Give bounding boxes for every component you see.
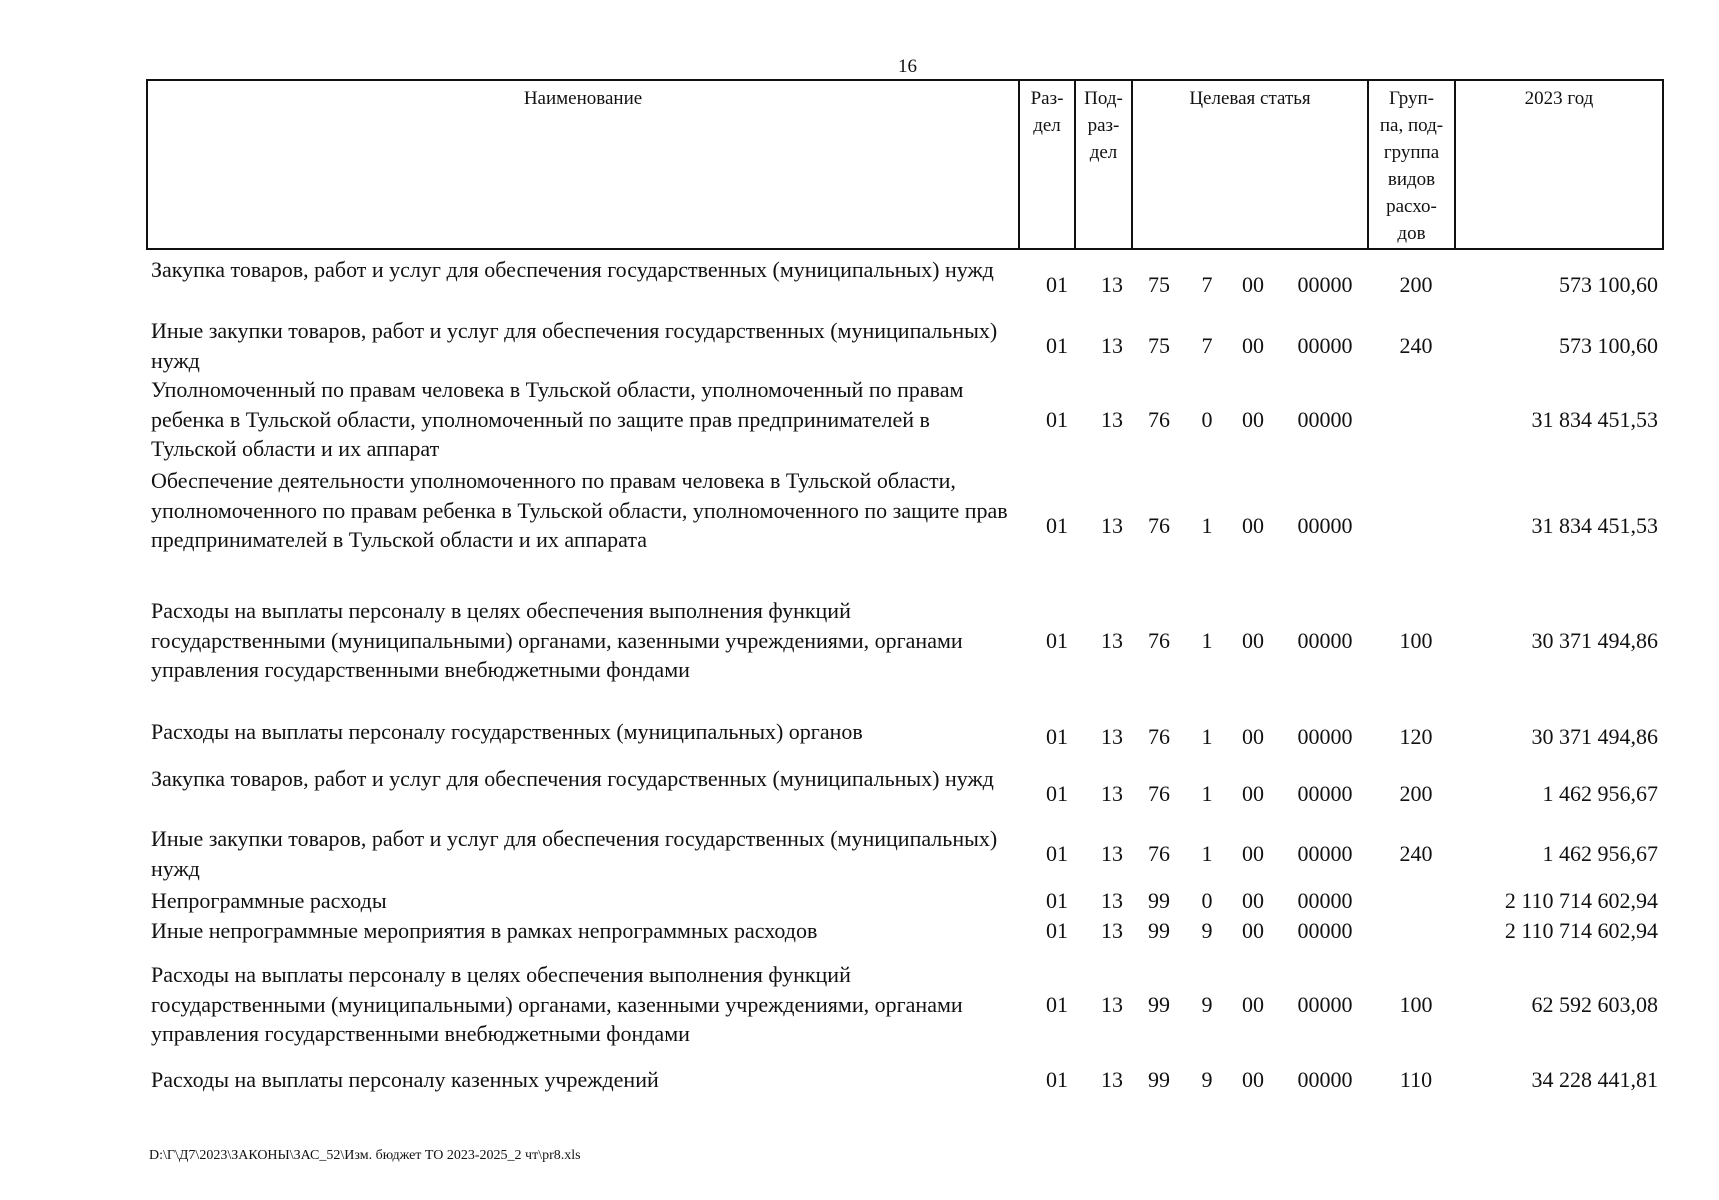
row-t4: 00000 [1297, 841, 1353, 866]
row-t1: 75 [1148, 333, 1170, 358]
header-podrazdel: Под- раз- дел [1076, 81, 1133, 248]
row-podrazdel: 13 [1101, 513, 1123, 538]
row-podrazdel: 13 [1101, 628, 1123, 653]
row-podrazdel: 13 [1101, 888, 1123, 913]
row-t2: 7 [1201, 333, 1213, 358]
row-t3: 00 [1242, 1067, 1264, 1092]
table-row [0, 886, 1719, 916]
row-amount: 1 462 956,67 [1542, 841, 1658, 866]
table-row [0, 466, 1719, 586]
row-podrazdel: 13 [1101, 407, 1123, 432]
table-row [0, 916, 1719, 946]
table-header [146, 79, 1664, 250]
row-t1: 76 [1148, 513, 1170, 538]
row-t4: 00000 [1297, 628, 1353, 653]
row-t1: 76 [1148, 841, 1170, 866]
row-podrazdel: 13 [1101, 724, 1123, 749]
row-name: Иные непрограммные мероприятия в рамках непрограммных расходов [151, 918, 818, 943]
row-group: 200 [1399, 272, 1433, 297]
row-name: Расходы на выплаты персоналу государственных (муниципальных) органов [151, 719, 863, 744]
row-t1: 76 [1148, 781, 1170, 806]
row-t4: 00000 [1297, 724, 1353, 749]
row-group: 240 [1399, 841, 1433, 866]
table-row [0, 596, 1719, 686]
row-amount: 31 834 451,53 [1531, 513, 1658, 538]
row-t3: 00 [1242, 888, 1264, 913]
header-target: Целевая статья [1133, 81, 1369, 248]
row-amount: 31 834 451,53 [1531, 407, 1658, 432]
row-t3: 00 [1242, 918, 1264, 943]
row-amount: 573 100,60 [1559, 272, 1658, 297]
table-row [0, 1065, 1719, 1095]
row-podrazdel: 13 [1101, 272, 1123, 297]
row-razdel: 01 [1046, 841, 1068, 866]
table-row [0, 960, 1719, 1050]
header-name: Наименование [148, 81, 1020, 248]
row-t2: 1 [1201, 781, 1213, 806]
row-t4: 00000 [1297, 1067, 1353, 1092]
row-t1: 99 [1148, 992, 1170, 1017]
row-t3: 00 [1242, 628, 1264, 653]
row-amount: 30 371 494,86 [1531, 724, 1658, 749]
row-t1: 99 [1148, 1067, 1170, 1092]
row-t3: 00 [1242, 333, 1264, 358]
row-name: Расходы на выплаты персоналу в целях обеспечения выполнения функций государственными (муниципальными) органами, казенными учреждениями, органами управления государственными внебюджетными фондами [151, 598, 963, 682]
row-razdel: 01 [1046, 781, 1068, 806]
row-t3: 00 [1242, 724, 1264, 749]
row-razdel: 01 [1046, 272, 1068, 297]
row-name: Непрограммные расходы [151, 888, 387, 913]
row-t4: 00000 [1297, 272, 1353, 297]
row-podrazdel: 13 [1101, 333, 1123, 358]
row-group: 110 [1399, 1067, 1433, 1092]
row-t4: 00000 [1297, 781, 1353, 806]
row-group: 100 [1399, 992, 1433, 1017]
row-t2: 7 [1201, 272, 1213, 297]
row-razdel: 01 [1046, 918, 1068, 943]
row-amount: 573 100,60 [1559, 333, 1658, 358]
row-t4: 00000 [1297, 888, 1353, 913]
row-t2: 9 [1201, 1067, 1213, 1092]
row-t2: 0 [1201, 888, 1213, 913]
table-row [0, 717, 1719, 757]
row-podrazdel: 13 [1101, 841, 1123, 866]
row-t1: 76 [1148, 407, 1170, 432]
table-row [0, 764, 1719, 824]
row-podrazdel: 13 [1101, 1067, 1123, 1092]
row-amount: 30 371 494,86 [1531, 628, 1658, 653]
row-amount: 1 462 956,67 [1542, 781, 1658, 806]
header-razdel: Раз- дел [1020, 81, 1076, 248]
row-amount: 2 110 714 602,94 [1504, 888, 1658, 913]
row-razdel: 01 [1046, 724, 1068, 749]
row-group: 240 [1399, 333, 1433, 358]
row-t4: 00000 [1297, 513, 1353, 538]
row-podrazdel: 13 [1101, 992, 1123, 1017]
row-name: Расходы на выплаты персоналу в целях обеспечения выполнения функций государственными (муниципальными) органами, казенными учреждениями, органами управления государственными внебюджетными фондами [151, 962, 963, 1046]
row-razdel: 01 [1046, 407, 1068, 432]
page-number: 16 [898, 56, 917, 77]
header-year: 2023 год [1524, 88, 1594, 109]
row-t3: 00 [1242, 781, 1264, 806]
row-amount: 2 110 714 602,94 [1504, 918, 1658, 943]
row-t2: 1 [1201, 628, 1213, 653]
row-t3: 00 [1242, 272, 1264, 297]
row-podrazdel: 13 [1101, 918, 1123, 943]
row-name: Закупка товаров, работ и услуг для обеспечения государственных (муниципальных) нужд [151, 257, 994, 282]
row-t2: 1 [1201, 513, 1213, 538]
header-group: Груп- па, под- группа видов расхо- дов [1369, 81, 1456, 248]
row-t2: 0 [1201, 407, 1213, 432]
table-row [0, 375, 1719, 465]
row-name: Иные закупки товаров, работ и услуг для обеспечения государственных (муниципальных) нужд [151, 318, 998, 373]
row-name: Иные закупки товаров, работ и услуг для обеспечения государственных (муниципальных) нужд [151, 826, 998, 881]
table-row [0, 255, 1719, 315]
row-t2: 9 [1201, 992, 1213, 1017]
footer-path: D:\Г\Д7\2023\ЗАКОНЫ\ЗАС_52\Изм. бюджет ТО 2023-2025_2 чт\pr8.xls [149, 1148, 581, 1163]
row-t1: 99 [1148, 918, 1170, 943]
row-amount: 34 228 441,81 [1531, 1067, 1658, 1092]
row-group: 120 [1399, 724, 1433, 749]
row-name: Закупка товаров, работ и услуг для обеспечения государственных (муниципальных) нужд [151, 766, 994, 791]
row-t4: 00000 [1297, 992, 1353, 1017]
row-razdel: 01 [1046, 888, 1068, 913]
row-t2: 9 [1201, 918, 1213, 943]
row-razdel: 01 [1046, 1067, 1068, 1092]
row-t3: 00 [1242, 992, 1264, 1017]
row-name: Уполномоченный по правам человека в Тульской области, уполномоченный по правам ребенка в Тульской области, уполномоченный по защите прав предпринимателей в Тульской области и их аппарат [151, 377, 964, 461]
row-t4: 00000 [1297, 918, 1353, 943]
row-name: Обеспечение деятельности уполномоченного по правам человека в Тульской области, уполномоченного по правам ребенка в Тульской области, уполномоченного по защите прав предпринимателей в Тульской области и их аппарата [151, 468, 1008, 552]
row-t3: 00 [1242, 407, 1264, 432]
row-t3: 00 [1242, 841, 1264, 866]
row-t1: 75 [1148, 272, 1170, 297]
row-razdel: 01 [1046, 333, 1068, 358]
row-razdel: 01 [1046, 992, 1068, 1017]
row-podrazdel: 13 [1101, 781, 1123, 806]
row-t4: 00000 [1297, 407, 1353, 432]
row-t1: 99 [1148, 888, 1170, 913]
row-razdel: 01 [1046, 628, 1068, 653]
row-group: 100 [1399, 628, 1433, 653]
row-group: 200 [1399, 781, 1433, 806]
row-t2: 1 [1201, 841, 1213, 866]
row-t2: 1 [1201, 724, 1213, 749]
table-row [0, 824, 1719, 884]
row-name: Расходы на выплаты персоналу казенных учреждений [151, 1067, 659, 1092]
table-row [0, 316, 1719, 376]
row-t1: 76 [1148, 724, 1170, 749]
row-t4: 00000 [1297, 333, 1353, 358]
row-amount: 62 592 603,08 [1531, 992, 1658, 1017]
row-t3: 00 [1242, 513, 1264, 538]
row-razdel: 01 [1046, 513, 1068, 538]
row-t1: 76 [1148, 628, 1170, 653]
